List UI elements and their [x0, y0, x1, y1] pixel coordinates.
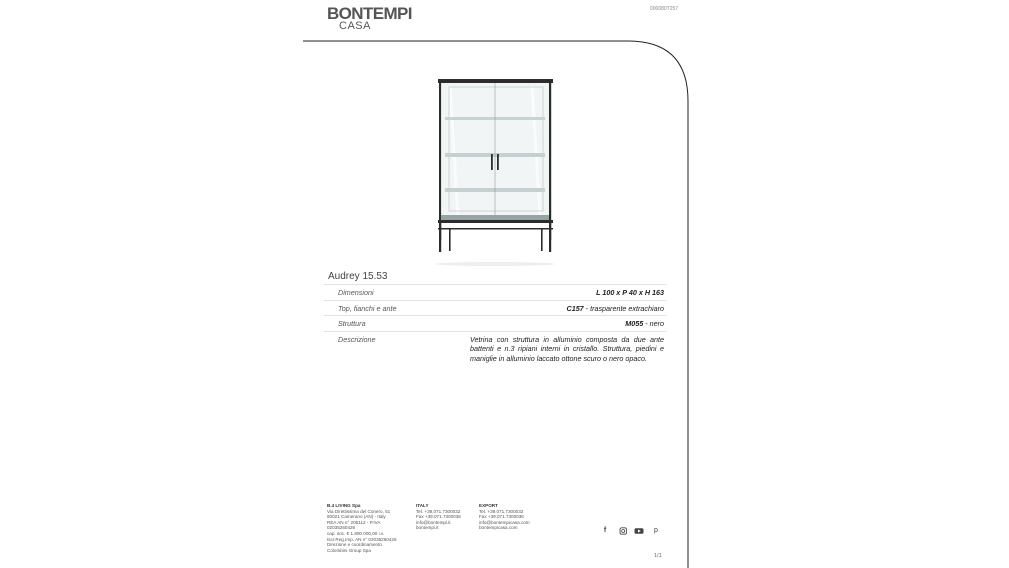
product-image — [420, 72, 570, 272]
footer-line: cap. soc. € 1.800.000,00 i.v. — [327, 530, 385, 536]
spec-label: Dimensioni — [338, 288, 374, 297]
sub-brand: CASA — [339, 20, 371, 32]
footer-line: Tel. +39.071.7300032 — [416, 508, 461, 514]
footer-line: 02035260426 — [327, 525, 356, 531]
brand-logo: BONTEMPI — [327, 4, 412, 23]
pinterest-icon[interactable]: p — [654, 527, 658, 534]
page-number: 1/1 — [654, 553, 662, 559]
facebook-icon[interactable]: f — [603, 527, 607, 534]
spec-table — [324, 284, 666, 372]
spec-value: C157 - trasparente extrachiaro — [566, 303, 664, 313]
footer-italy — [416, 503, 461, 531]
spec-label: Descrizione — [338, 334, 376, 344]
instagram-icon[interactable] — [617, 527, 629, 535]
footer-company — [327, 503, 397, 553]
spec-row-dimensions — [324, 284, 666, 300]
spec-value: L 100 x P 40 x H 163 — [596, 288, 664, 297]
footer-website-link[interactable]: bontempicasa.com — [479, 525, 518, 531]
footer-line: 60021 Camerano (AN) - Italy — [327, 514, 386, 520]
footer-company-name: B.4 LIVING Spa — [327, 503, 361, 508]
spec-label: Top, fianchi e ante — [338, 303, 397, 313]
footer-line: Via Direttissima del Conero, 51 — [327, 508, 391, 514]
footer-website-link[interactable]: bontempi.it — [416, 525, 439, 531]
footer-line: Direzione e coordinamento — [327, 542, 382, 548]
spec-value: M055 - nero — [625, 319, 664, 329]
spec-value: Vetrina con struttura in alluminio composta da due ante battenti e n.3 ripiani interni in cristallo. Struttura, piedini e maniglie in alluminio laccato ottone scuro o nero opaco. — [470, 334, 664, 363]
footer-email-link[interactable]: info@bontempi.it — [416, 519, 451, 525]
spec-row-top — [324, 300, 666, 316]
spec-label: Struttura — [338, 319, 366, 329]
youtube-icon[interactable] — [633, 527, 645, 535]
footer-line: Tel. +39.071.7300032 — [479, 508, 524, 514]
footer-email-link[interactable]: info@bontempicasa.com — [479, 519, 530, 525]
footer-export — [479, 503, 530, 531]
footer-line: Fax +39.071.7300036 — [416, 514, 461, 520]
footer-line: Iscr.Reg.Imp. AN n° 02035260426 — [327, 536, 397, 542]
doc-code: 000080T257 — [650, 6, 679, 12]
footer-export-title: EXPORT — [479, 503, 498, 508]
footer-line: REA AN n° 206112 - P.IVA — [327, 519, 381, 525]
footer-line: Colombini Group Spa — [327, 547, 371, 553]
spec-row-structure — [324, 315, 666, 331]
spec-row-description — [324, 331, 666, 372]
footer-line: Fax +39.071.7300036 — [479, 514, 524, 520]
product-title: Audrey 15.53 — [328, 271, 388, 282]
footer-italy-title: ITALY — [416, 503, 429, 508]
